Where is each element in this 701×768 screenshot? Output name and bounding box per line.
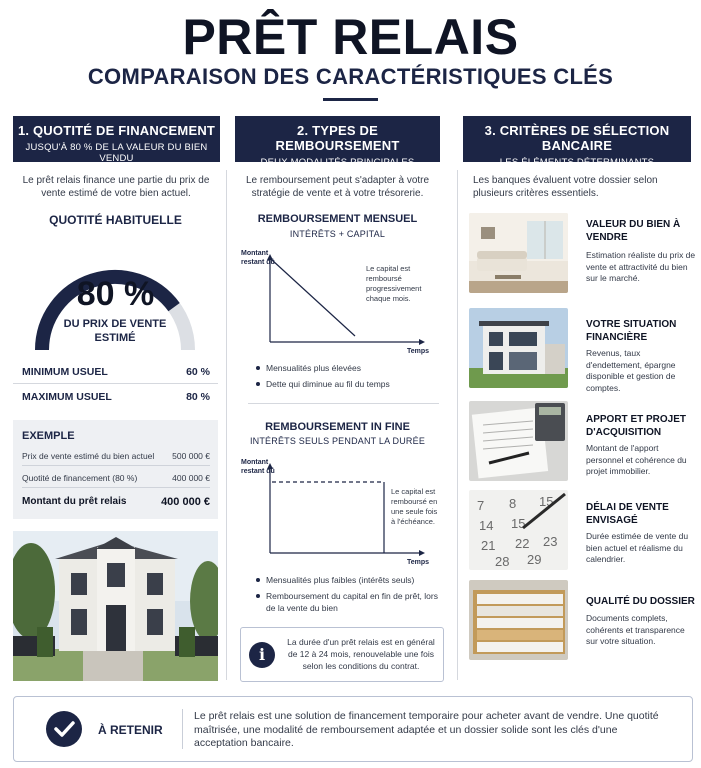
document-folders-photo: [469, 580, 568, 660]
living-room-photo: [469, 213, 568, 293]
section-divider: [248, 403, 439, 404]
svg-text:22: 22: [515, 536, 530, 551]
checkmark-icon: [46, 711, 82, 747]
criterion-desc: Montant de l'apport personnel et cohérence du projet immobilier.: [586, 443, 687, 476]
col3-header-title: 3. CRITÈRES DE SÉLECTION BANCAIRE: [484, 123, 670, 153]
criterion-title: VOTRE SITUATION FINANCIÈRE: [586, 319, 677, 343]
divider: [182, 709, 183, 749]
example-row-label: Prix de vente estimé du bien actuel: [22, 451, 155, 461]
total-value: 400 000 €: [161, 496, 210, 508]
infine-subtitle: INTÉRÊTS SEULS PENDANT LA DURÉE: [249, 436, 426, 446]
svg-text:7: 7: [477, 498, 485, 513]
info-icon: i: [249, 642, 275, 668]
graph-note: une seule fois: [391, 507, 438, 516]
col2-header-subtitle: DEUX MODALITÉS PRINCIPALES: [260, 157, 415, 168]
y-label: restant dû: [241, 468, 275, 475]
col2-intro: Le remboursement peut s'adapter à votre stratégie de vente et à votre trésorerie.: [245, 175, 430, 199]
title-underline: [323, 98, 378, 101]
total-label: Montant du prêt relais: [22, 496, 127, 507]
infine-bullets: [256, 574, 441, 618]
house-photo: [13, 531, 218, 681]
takeaway-box: [13, 696, 693, 762]
svg-text:23: 23: [543, 534, 558, 549]
min-label: MINIMUM USUEL: [22, 366, 108, 378]
criterion-title: DÉLAI DE VENTE ENVISAGÉ: [586, 502, 669, 526]
max-label: MAXIMUM USUEL: [22, 391, 112, 403]
svg-text:21: 21: [481, 538, 496, 553]
bullet-item: Mensualités plus faibles (intérêts seuls): [256, 574, 441, 586]
page-title: PRÊT RELAIS: [182, 9, 519, 65]
divider: [13, 383, 218, 384]
criterion-title: QUALITÉ DU DOSSIER: [586, 596, 695, 607]
example-row-value: 500 000 €: [172, 451, 210, 461]
col3-header-subtitle: LES ÉLÉMENTS DÉTERMINANTS: [499, 157, 655, 168]
divider: [22, 487, 210, 488]
x-label: Temps: [407, 559, 430, 566]
example-title: EXEMPLE: [22, 430, 75, 442]
duration-info-box: [240, 627, 444, 682]
example-row: [22, 473, 210, 483]
svg-text:28: 28: [495, 554, 510, 569]
criterion-title: VALEUR DU BIEN À VENDRE: [586, 219, 681, 243]
decreasing-debt-line: [272, 260, 355, 336]
graph-note: Le capital est: [391, 487, 436, 496]
criterion-desc: Documents complets, cohérents et transparence sur votre situation.: [586, 613, 685, 646]
infine-title: REMBOURSEMENT IN FINE: [265, 421, 410, 433]
col1-header-subtitle: JUSQU'À 80 % DE LA VALEUR DU BIEN VENDU: [25, 142, 208, 164]
x-label: Temps: [407, 348, 430, 355]
bullet-item: Mensualités plus élevées: [256, 362, 441, 374]
min-value: 60 %: [186, 366, 210, 378]
calendar-photo: [469, 490, 568, 570]
example-row-value: 400 000 €: [172, 473, 210, 483]
col2-header-title: 2. TYPES DE REMBOURSEMENT: [275, 123, 400, 153]
criterion-desc: Revenus, taux d'endettement, épargne disponible et gestion de comptes.: [586, 348, 676, 393]
svg-text:8: 8: [509, 496, 517, 511]
graph-note: chaque mois.: [366, 294, 411, 303]
criterion-desc: Durée estimée de vente du bien actuel et réalisme du calendrier.: [586, 531, 689, 564]
graph-note: remboursé: [366, 274, 402, 283]
quotite-value: 80 %: [76, 275, 155, 313]
criterion-title: APPORT ET PROJET D'ACQUISITION: [586, 414, 687, 438]
mensuel-title: REMBOURSEMENT MENSUEL: [257, 213, 418, 225]
calculator-documents-photo: [469, 401, 568, 481]
max-row: [22, 391, 210, 403]
bullet-item: Dette qui diminue au fil du temps: [256, 378, 441, 390]
x-arrow: [419, 550, 425, 556]
y-label: Montant: [241, 459, 269, 466]
col1-intro: Le prêt relais finance une partie du prix de vente estimé de votre bien actuel.: [22, 175, 210, 199]
svg-text:14: 14: [479, 518, 494, 533]
graph-note: remboursé en: [391, 497, 438, 506]
col3-header: [463, 116, 691, 168]
column-divider: [457, 170, 458, 680]
col1-header-title: 1. QUOTITÉ DE FINANCEMENT: [17, 123, 216, 138]
mensuel-graph: [235, 246, 440, 356]
col1-header: [13, 116, 220, 162]
info-text: La durée d'un prêt relais est en général de 12 à 24 mois, renouvelable une fois selon les conditions du contrat.: [287, 637, 435, 671]
example-row: [22, 451, 210, 461]
x-arrow: [419, 339, 425, 345]
modern-house-photo: [469, 308, 568, 388]
column-divider: [226, 170, 227, 680]
svg-text:15: 15: [539, 494, 554, 509]
quotite-label: DU PRIX DE VENTE ESTIMÉ: [63, 318, 167, 344]
mensuel-subtitle: INTÉRÊTS + CAPITAL: [289, 229, 386, 239]
col2-header: [235, 116, 440, 168]
takeaway-label: À RETENIR: [98, 723, 163, 737]
graph-note: Le capital est: [366, 264, 411, 273]
col3-intro: Les banques évaluent votre dossier selon plusieurs critères essentiels.: [473, 175, 658, 199]
y-label: restant dû: [241, 259, 275, 266]
divider: [22, 465, 210, 466]
criterion-desc: Estimation réaliste du prix de vente et attractivité du bien sur le marché.: [586, 250, 696, 283]
graph-note: à l'échéance.: [391, 517, 435, 526]
example-row-label: Quotité de financement (80 %): [22, 473, 138, 483]
graph-note: progressivement: [366, 284, 422, 293]
quotite-title: QUOTITÉ HABITUELLE: [49, 213, 182, 227]
svg-text:29: 29: [527, 552, 542, 567]
bullet-item: Remboursement du capital en fin de prêt, lors de la vente du bien: [256, 590, 441, 614]
example-box: [13, 420, 218, 519]
infine-graph: [235, 455, 440, 567]
mensuel-bullets: [256, 362, 441, 394]
min-row: [22, 366, 210, 378]
page-subtitle: COMPARAISON DES CARACTÉRISTIQUES CLÉS: [87, 64, 614, 89]
takeaway-text: Le prêt relais est une solution de financement temporaire pour acheter avant de vendre. Une quotité maîtrisée, une modalité de remboursement adaptée et un dossier solide sont les clés d'une acceptation bancaire.: [194, 710, 659, 749]
example-total: [22, 496, 210, 508]
y-label: Montant: [241, 250, 269, 257]
max-value: 80 %: [186, 391, 210, 403]
svg-text:15: 15: [511, 516, 526, 531]
